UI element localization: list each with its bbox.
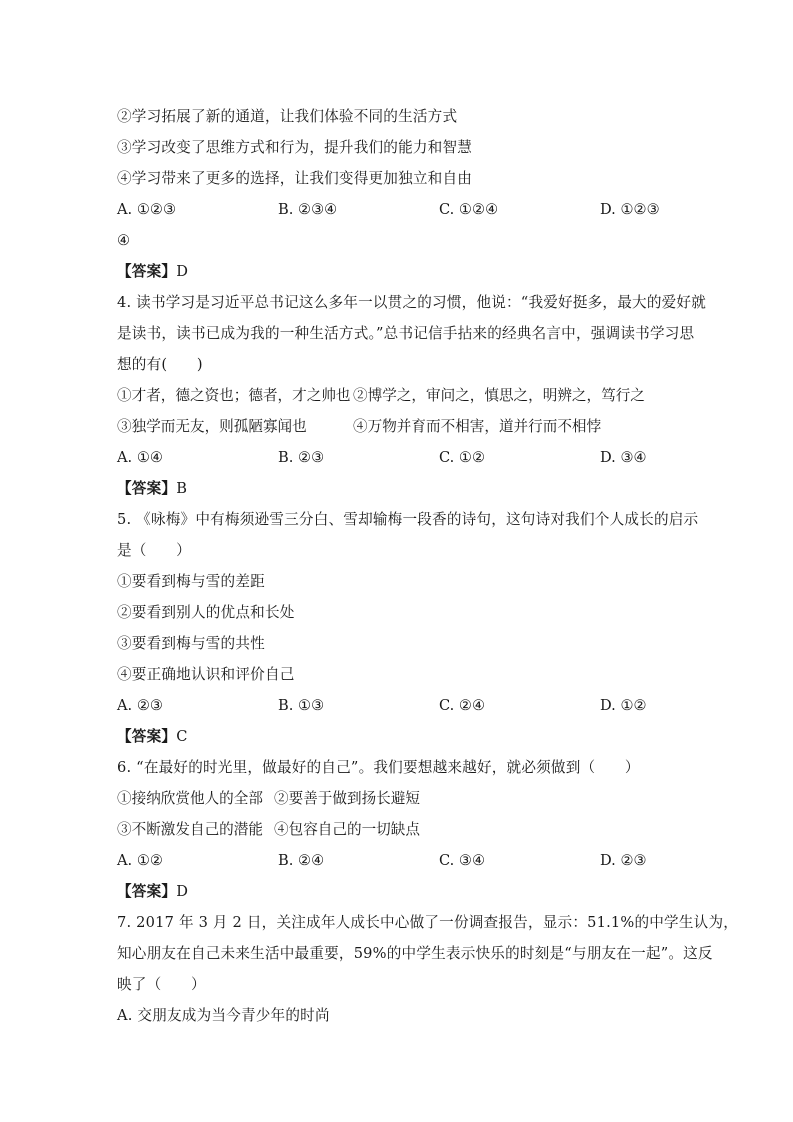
option-a: A. ①② [117, 852, 163, 869]
answer-value: D [176, 883, 189, 900]
question-stem: 知心朋友在自己未来生活中最重要，59%的中学生表示快乐的时刻是“与朋友在一起”。这反 [117, 945, 713, 962]
option-b: B. ②③ [278, 449, 325, 466]
options-row [117, 845, 679, 876]
statement: ③独学而无友，则孤陋寡闻也 [117, 418, 307, 435]
question-6 [117, 752, 679, 907]
statement: ①才者，德之资也；德者，才之帅也 [117, 387, 351, 404]
option-c: C. ①②④ [439, 201, 499, 218]
statement: ②要善于做到扬长避短 [274, 790, 420, 807]
statement-pair [117, 411, 679, 442]
question-stem: 7. 2017 年 3 月 2 日，关注成年人成长中心做了一份调查报告，显示：51.1%的中学生认为， [117, 914, 739, 931]
statement: ①接纳欣赏他人的全部 [117, 790, 263, 807]
question-stem: 4. 读书学习是习近平总书记这么多年一以贯之的习惯，他说：“我爱好挺多，最大的爱好就 [117, 294, 706, 311]
answer-value: D [176, 263, 189, 280]
statement: ②要看到别人的优点和长处 [117, 604, 295, 621]
statement: ④万物并育而不相害，道并行而不相悖 [353, 418, 602, 435]
statement: ②学习拓展了新的通道，让我们体验不同的生活方式 [117, 108, 458, 125]
statement: ③学习改变了思维方式和行为，提升我们的能力和智慧 [117, 139, 473, 156]
statement-pair [117, 814, 679, 845]
option-c: C. ③④ [439, 852, 486, 869]
option-a: A. ①②③ [117, 201, 177, 218]
answer-label: 【答案】 [117, 263, 177, 280]
answer-line [117, 473, 679, 504]
question-7 [117, 907, 739, 1031]
statement-pair [117, 783, 679, 814]
statement: ③要看到梅与雪的共性 [117, 635, 265, 652]
question-stem: 6. “在最好的时光里，做最好的自己”。我们要想越来越好，就必须做到（ ） [117, 759, 640, 776]
answer-label: 【答案】 [117, 728, 177, 745]
option-b: B. ②③④ [278, 201, 338, 218]
option-a: A. 交朋友成为当今青少年的时尚 [117, 1007, 330, 1024]
answer-line [117, 721, 679, 752]
statement: ③不断激发自己的潜能 [117, 821, 263, 838]
question-stem: 是（ ） [117, 542, 191, 559]
statement-pair [117, 380, 679, 411]
statement: ④要正确地认识和评价自己 [117, 666, 295, 683]
question-stem: 映了（ ） [117, 976, 206, 993]
option-c: C. ②④ [439, 697, 486, 714]
question-3-tail [117, 101, 679, 287]
option-d: D. ③④ [600, 449, 647, 466]
option-d: D. ①② [600, 697, 647, 714]
document-page [117, 101, 739, 1031]
answer-value: B [176, 480, 188, 497]
option-c: C. ①② [439, 449, 486, 466]
question-4 [117, 287, 706, 504]
option-d-wrap: ④ [117, 232, 131, 249]
question-stem: 5. 《咏梅》中有梅须逊雪三分白、雪却输梅一段香的诗句，这句诗对我们个人成长的启示 [117, 511, 699, 528]
question-stem: 想的有( ) [117, 356, 203, 373]
options-row [117, 194, 679, 225]
question-5 [117, 504, 699, 752]
option-a: A. ②③ [117, 697, 163, 714]
answer-label: 【答案】 [117, 883, 177, 900]
statement: ④学习带来了更多的选择，让我们变得更加独立和自由 [117, 170, 473, 187]
options-row [117, 690, 679, 721]
answer-line [117, 256, 679, 287]
option-d: D. ①②③ [600, 201, 660, 218]
answer-label: 【答案】 [117, 480, 177, 497]
statement: ②博学之，审问之，慎思之，明辨之，笃行之 [353, 387, 645, 404]
question-stem: 是读书，读书已成为我的一种生活方式。”总书记信手拈来的经典名言中，强调读书学习思 [117, 325, 695, 342]
answer-value: C [176, 728, 188, 745]
answer-line [117, 876, 679, 907]
statement: ④包容自己的一切缺点 [274, 821, 420, 838]
option-d: D. ②③ [600, 852, 647, 869]
option-b: B. ①③ [278, 697, 325, 714]
options-row [117, 442, 679, 473]
option-a: A. ①④ [117, 449, 163, 466]
statement: ①要看到梅与雪的差距 [117, 573, 265, 590]
option-b: B. ②④ [278, 852, 325, 869]
